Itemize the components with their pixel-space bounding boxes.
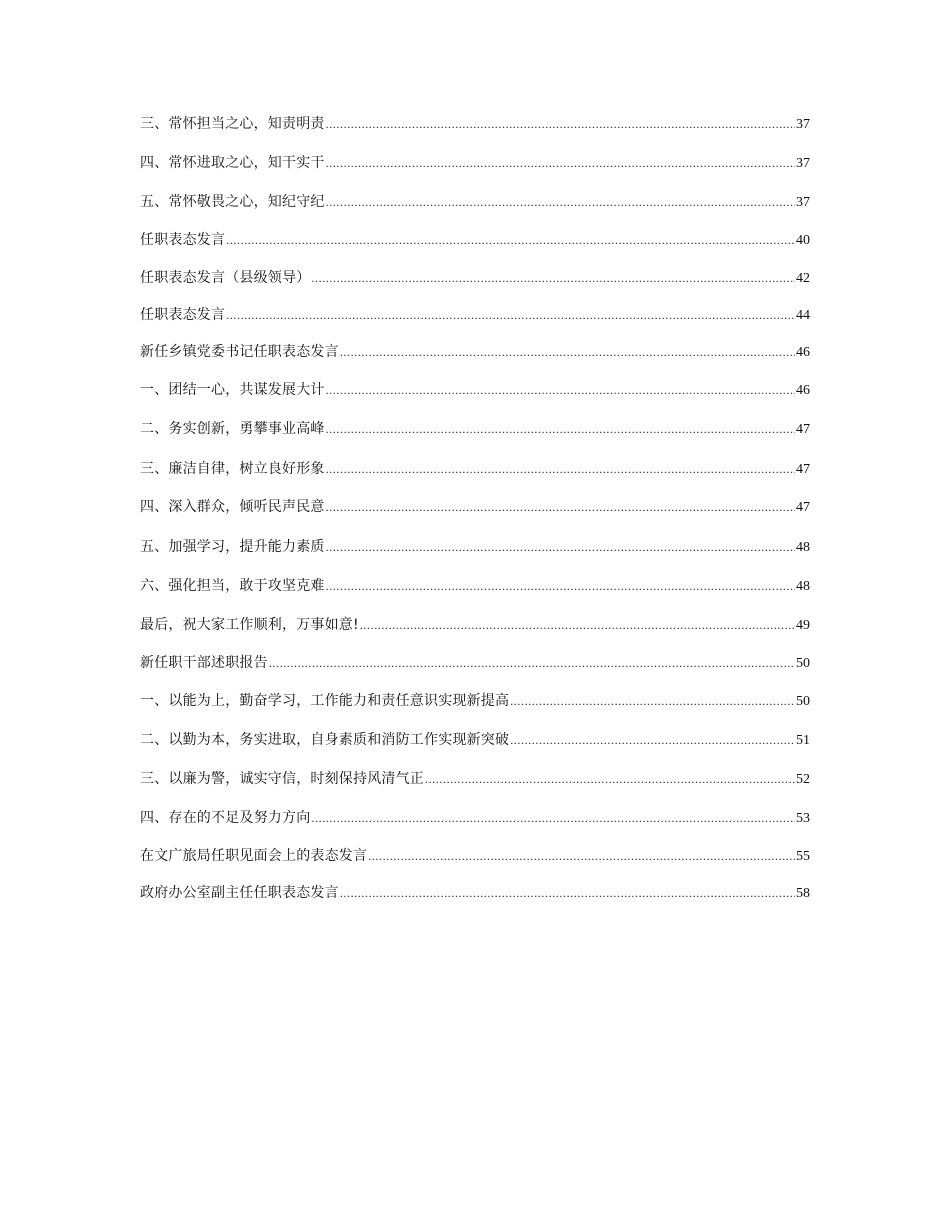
toc-entry[interactable] [140, 536, 810, 556]
toc-dot-leader [326, 195, 795, 210]
toc-dot-leader [326, 156, 795, 171]
toc-dot-leader [226, 308, 795, 323]
toc-entry-page-number: 46 [796, 383, 810, 398]
toc-entry[interactable] [140, 652, 810, 672]
toc-entry[interactable] [140, 152, 810, 172]
toc-dot-leader [340, 886, 795, 901]
table-of-contents [140, 113, 810, 902]
toc-dot-leader [326, 462, 795, 477]
toc-dot-leader [368, 849, 795, 864]
toc-entry-title: 三、常怀担当之心，知责明责 [140, 116, 325, 132]
toc-entry-title: 新任乡镇党委书记任职表态发言 [140, 344, 339, 360]
toc-entry-page-number: 47 [796, 462, 810, 477]
toc-entry-title: 二、以勤为本，务实进取，自身素质和消防工作实现新突破 [140, 732, 510, 748]
toc-entry[interactable] [140, 229, 810, 249]
toc-dot-leader [269, 656, 795, 671]
toc-entry-title: 任职表态发言 [140, 307, 226, 323]
toc-entry-title: 任职表态发言 [140, 232, 226, 248]
toc-entry[interactable] [140, 807, 810, 827]
toc-entry-title: 三、廉洁自律，树立良好形象 [140, 461, 325, 477]
toc-entry[interactable] [140, 304, 810, 324]
toc-entry-page-number: 52 [796, 772, 810, 787]
toc-dot-leader [340, 345, 795, 360]
toc-entry-title: 政府办公室副主任任职表态发言 [140, 885, 339, 901]
toc-entry[interactable] [140, 418, 810, 438]
toc-entry[interactable] [140, 341, 810, 361]
toc-entry[interactable] [140, 845, 810, 865]
toc-dot-leader [510, 733, 795, 748]
toc-entry-page-number: 53 [796, 811, 810, 826]
toc-entry[interactable] [140, 379, 810, 399]
toc-dot-leader [425, 772, 795, 787]
toc-entry-page-number: 48 [796, 540, 810, 555]
toc-dot-leader [326, 117, 795, 132]
toc-entry-page-number: 47 [796, 500, 810, 515]
toc-entry-title: 一、以能为上，勤奋学习，工作能力和责任意识实现新提高 [140, 693, 510, 709]
toc-entry-title: 六、强化担当，敢于攻坚克难 [140, 578, 325, 594]
toc-entry-title: 三、以廉为警，诚实守信，时刻保持风清气正 [140, 771, 424, 787]
toc-entry-page-number: 47 [796, 422, 810, 437]
toc-entry[interactable] [140, 496, 810, 516]
toc-entry[interactable] [140, 267, 810, 287]
toc-entry-page-number: 44 [796, 308, 810, 323]
toc-dot-leader [326, 383, 795, 398]
toc-entry[interactable] [140, 768, 810, 788]
toc-entry-page-number: 37 [796, 117, 810, 132]
toc-entry-page-number: 50 [796, 694, 810, 709]
toc-entry-page-number: 51 [796, 733, 810, 748]
toc-dot-leader [326, 500, 795, 515]
toc-dot-leader [326, 422, 795, 437]
toc-entry-title: 五、常怀敬畏之心，知纪守纪 [140, 194, 325, 210]
toc-entry-page-number: 46 [796, 345, 810, 360]
toc-entry-title: 四、常怀进取之心，知干实干 [140, 155, 325, 171]
toc-entry-title: 二、务实创新，勇攀事业高峰 [140, 421, 325, 437]
toc-entry[interactable] [140, 614, 810, 634]
toc-entry-page-number: 40 [796, 233, 810, 248]
toc-entry-page-number: 42 [796, 271, 810, 286]
toc-entry-page-number: 37 [796, 195, 810, 210]
toc-entry-title: 最后，祝大家工作顺利，万事如意! [140, 617, 359, 633]
toc-entry-page-number: 48 [796, 579, 810, 594]
toc-entry-title: 一、团结一心，共谋发展大计 [140, 382, 325, 398]
toc-entry-page-number: 58 [796, 886, 810, 901]
toc-dot-leader [226, 233, 795, 248]
toc-entry-title: 在文广旅局任职见面会上的表态发言 [140, 848, 368, 864]
toc-dot-leader [326, 579, 795, 594]
toc-entry-page-number: 37 [796, 156, 810, 171]
toc-entry-title: 五、加强学习，提升能力素质 [140, 539, 325, 555]
toc-entry[interactable] [140, 113, 810, 133]
toc-entry-page-number: 49 [796, 618, 810, 633]
toc-entry[interactable] [140, 882, 810, 902]
toc-entry[interactable] [140, 729, 810, 749]
toc-entry-page-number: 50 [796, 656, 810, 671]
toc-dot-leader [360, 618, 795, 633]
toc-entry-title: 任职表态发言（县级领导） [140, 270, 311, 286]
toc-entry-page-number: 55 [796, 849, 810, 864]
toc-entry-title: 四、深入群众，倾听民声民意 [140, 499, 325, 515]
toc-dot-leader [326, 540, 795, 555]
toc-entry-title: 四、存在的不足及努力方向 [140, 810, 311, 826]
toc-entry[interactable] [140, 191, 810, 211]
toc-entry[interactable] [140, 575, 810, 595]
toc-entry-title: 新任职干部述职报告 [140, 655, 268, 671]
toc-entry[interactable] [140, 690, 810, 710]
toc-dot-leader [311, 271, 795, 286]
toc-entry[interactable] [140, 458, 810, 478]
toc-dot-leader [510, 694, 795, 709]
toc-dot-leader [311, 811, 795, 826]
